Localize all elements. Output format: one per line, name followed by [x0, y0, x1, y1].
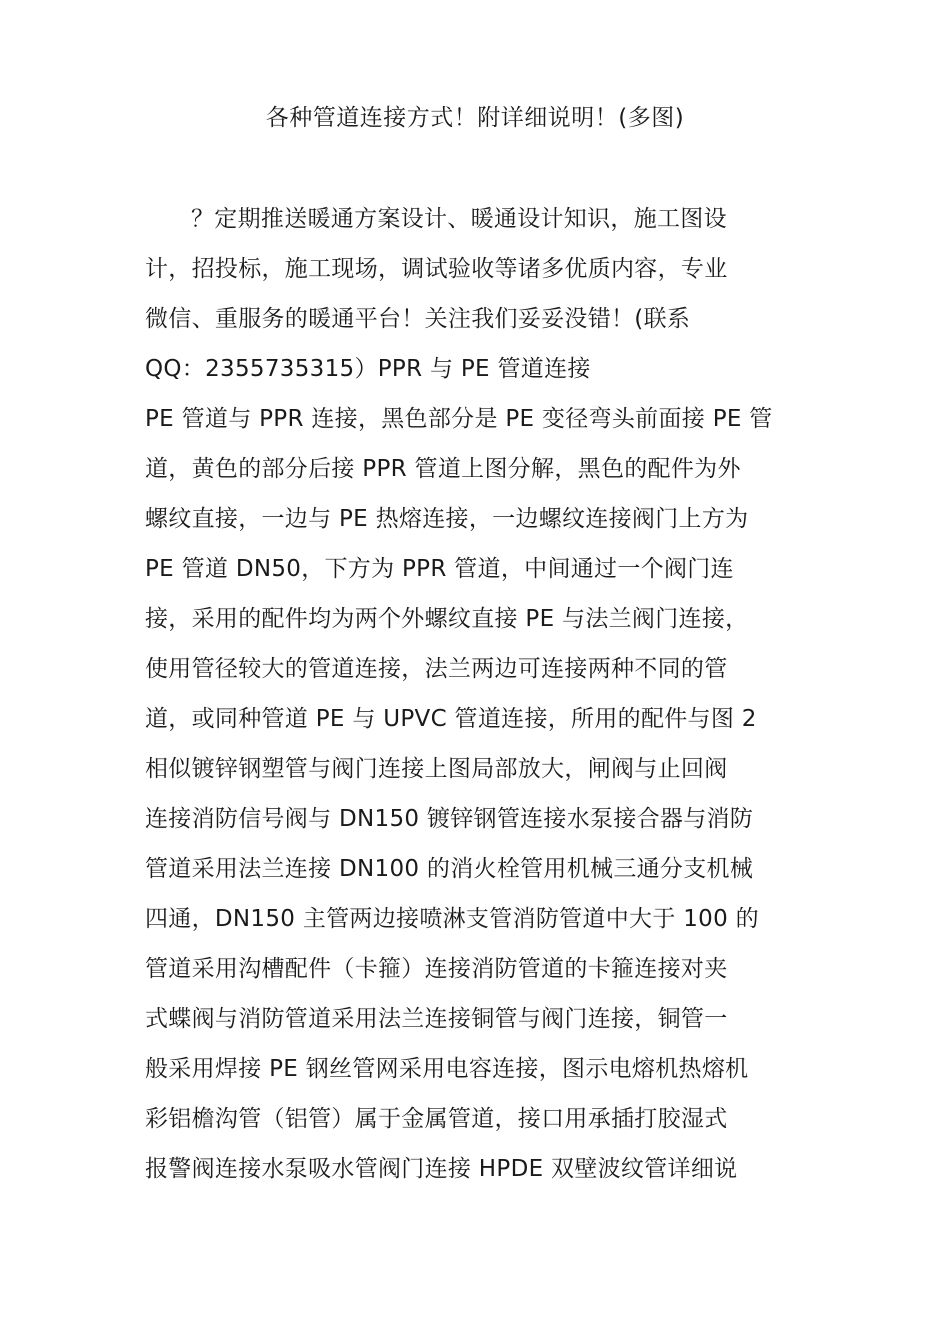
body-line: 螺纹直接，一边与 PE 热熔连接，一边螺纹连接阀门上方为 [145, 506, 749, 532]
body-line: 微信、重服务的暖通平台！关注我们妥妥没错！(联系 [145, 306, 691, 332]
document-title: 各种管道连接方式！附详细说明！(多图) [265, 105, 685, 131]
body-line: PE 管道 DN50，下方为 PPR 管道，中间通过一个阀门连 [145, 556, 734, 582]
body-line: 使用管径较大的管道连接，法兰两边可连接两种不同的管 [145, 656, 728, 682]
body-line: 道，或同种管道 PE 与 UPVC 管道连接，所用的配件与图 2 [145, 706, 757, 732]
body-line: 连接消防信号阀与 DN150 镀锌钢管连接水泵接合器与消防 [145, 806, 754, 832]
body-line: 式蝶阀与消防管道采用法兰连接铜管与阀门连接，铜管一 [145, 1006, 728, 1032]
document-body [145, 199, 805, 1199]
body-line: 报警阀连接水泵吸水管阀门连接 HPDE 双壁波纹管详细说 [145, 1156, 738, 1182]
body-line: 管道采用沟槽配件（卡箍）连接消防管道的卡箍连接对夹 [145, 956, 728, 982]
body-line: 四通，DN150 主管两边接喷淋支管消防管道中大于 100 的 [145, 906, 759, 932]
body-line: 相似镀锌钢塑管与阀门连接上图局部放大，闸阀与止回阀 [145, 756, 728, 782]
body-line: 道，黄色的部分后接 PPR 管道上图分解，黑色的配件为外 [145, 456, 741, 482]
body-line: ？定期推送暖通方案设计、暖通设计知识，施工图设 [191, 206, 727, 232]
body-line: 彩铝檐沟管（铝管）属于金属管道，接口用承插打胶湿式 [145, 1106, 728, 1132]
body-line: 接，采用的配件均为两个外螺纹直接 PE 与法兰阀门连接， [145, 606, 749, 632]
body-line: PE 管道与 PPR 连接，黑色部分是 PE 变径弯头前面接 PE 管 [145, 406, 773, 432]
body-line: QQ：2355735315）PPR 与 PE 管道连接 [145, 356, 591, 382]
body-line: 管道采用法兰连接 DN100 的消火栓管用机械三通分支机械 [145, 856, 754, 882]
body-line: 计，招投标，施工现场，调试验收等诸多优质内容，专业 [145, 256, 728, 282]
body-line: 般采用焊接 PE 钢丝管网采用电容连接，图示电熔机热熔机 [145, 1056, 749, 1082]
